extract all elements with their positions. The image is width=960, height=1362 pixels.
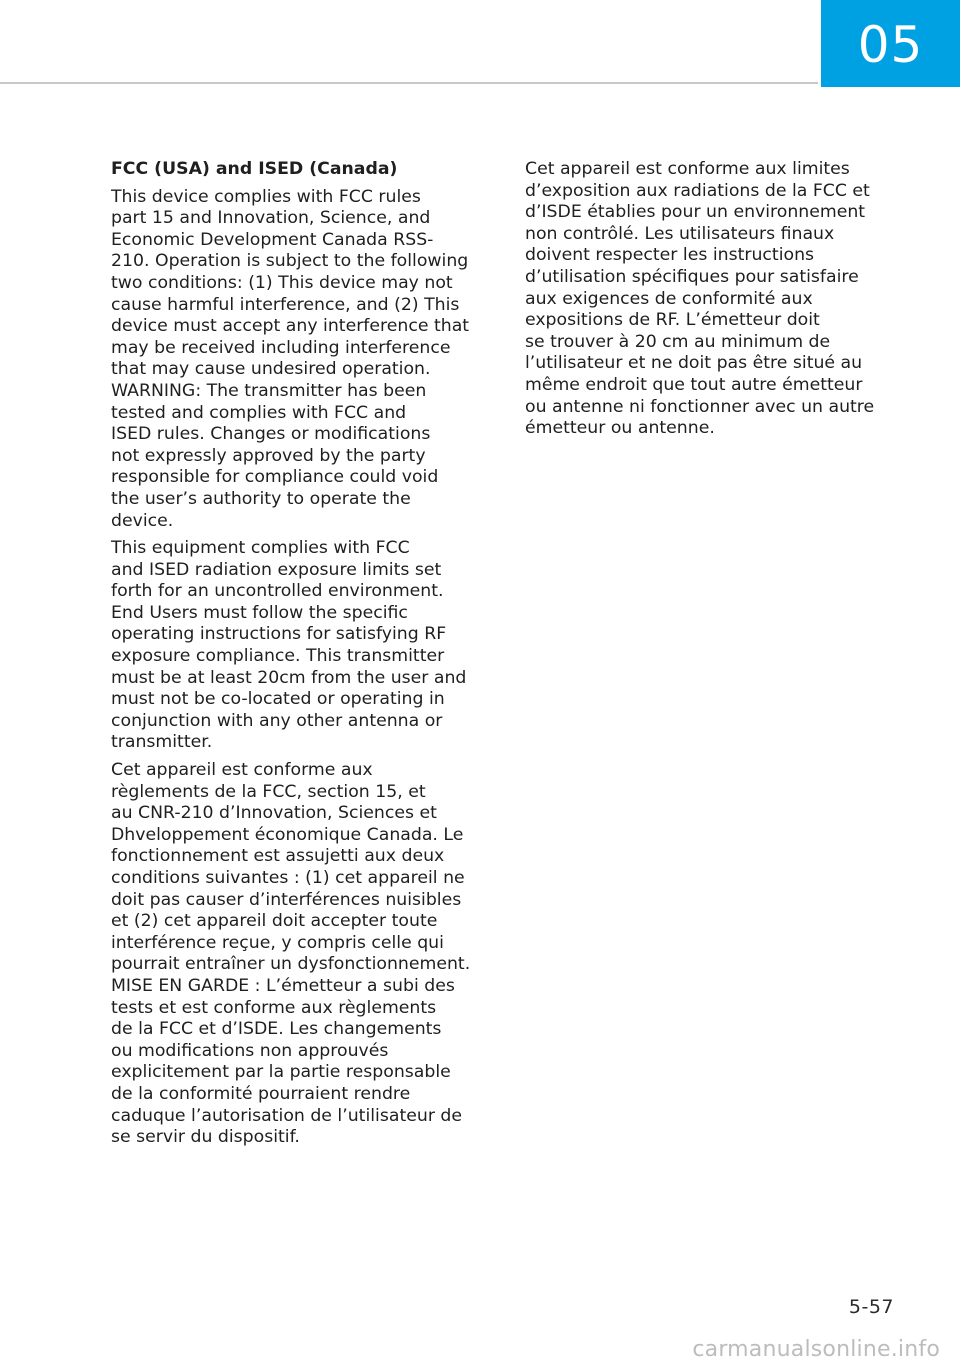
french-exposure-paragraph: Cet appareil est conforme aux limites d’exposition aux radiations de la FCC et d’ISDE établies pour un environnement non contrôlé. Les utilisateurs finaux doivent respecter les instructions d’utilisation spécifiques pour satisfaire aux exigences de conformité aux expositions de RF. L’émetteur doit se trouver à 20 cm au minimum de l’utilisateur et ne doit pas être situé au même endroit que tout autre émetteur ou antenne ni fonctionner avec un autre émetteur ou antenne.	[525, 159, 875, 439]
chapter-number: 05	[857, 15, 924, 74]
left-column	[111, 159, 491, 1155]
right-column	[525, 159, 895, 446]
watermark: carmanualsonline.info	[692, 1337, 940, 1362]
chapter-tab	[821, 0, 960, 87]
french-compliance-paragraph: Cet appareil est conforme aux règlements de la FCC, section 15, et au CNR-210 d’Innovation, Sciences et Dhveloppement économique Canada. Le fonctionnement est assujetti aux deux conditions suivantes : (1) cet appareil ne doit pas causer d’interférences nuisibles et (2) cet appareil doit accepter toute interférence reçue, y compris celle qui pourrait entraîner un dysfonctionnement. MISE EN GARDE : L’émetteur a subi des tests et est conforme aux règlements de la FCC et d’ISDE. Les changements ou modifications non approuvés explicitement par la partie responsable de la conformité pourraient rendre caduque l’autorisation de l’utilisateur de se servir du dispositif.	[111, 760, 471, 1148]
header-rule	[0, 82, 818, 84]
radiation-exposure-paragraph: This equipment complies with FCC and ISED radiation exposure limits set forth for an uncontrolled environment. End Users must follow the specific operating instructions for satisfying RF exposure compliance. This transmitter must be at least 20cm from the user and must not be co-located or operating in conjunction with any other antenna or transmitter.	[111, 538, 467, 753]
page-number: 5-57	[848, 1296, 894, 1318]
section-heading: FCC (USA) and ISED (Canada)	[111, 159, 398, 179]
fcc-compliance-paragraph: This device complies with FCC rules part 15 and Innovation, Science, and Economic Development Canada RSS- 210. Operation is subject to the following two conditions: (1) This device may not cause harmful interference, and (2) This device must accept any interference that may be received including interference that may cause undesired operation. WARNING: The transmitter has been tested and complies with FCC and ISED rules. Changes or modifications not expressly approved by the party responsible for compliance could void the user’s authority to operate the device.	[111, 186, 470, 531]
